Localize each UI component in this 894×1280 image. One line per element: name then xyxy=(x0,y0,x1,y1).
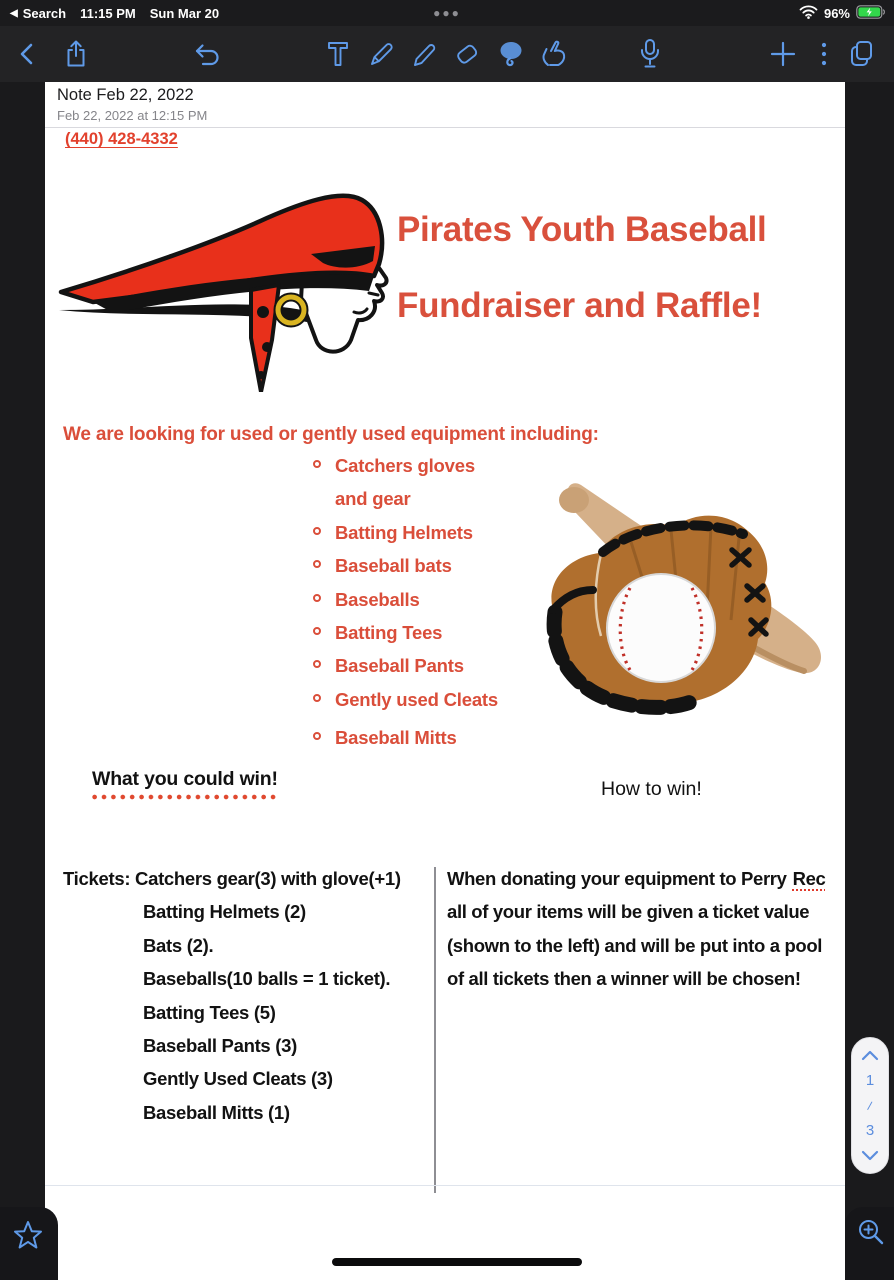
tap-tool-button[interactable] xyxy=(538,39,568,69)
undo-icon xyxy=(192,42,222,66)
list-item: Batting Tees xyxy=(310,622,498,655)
pencil-tool-button[interactable] xyxy=(368,40,396,68)
circle-bullet-icon xyxy=(313,660,321,668)
share-button[interactable] xyxy=(63,39,89,69)
eraser-icon xyxy=(452,40,482,68)
equipment-list xyxy=(310,455,498,761)
ticket-values-list xyxy=(63,868,401,1135)
multitasking-dots-icon[interactable]: ●●● xyxy=(433,6,461,20)
page-divider: / xyxy=(866,1098,874,1113)
microphone-icon xyxy=(637,38,663,70)
battery-charging-icon xyxy=(856,5,886,22)
toolbar xyxy=(0,26,894,82)
current-page-number: 1 xyxy=(865,1072,875,1090)
list-item: Gently used Cleats xyxy=(310,689,498,722)
add-button[interactable] xyxy=(769,40,797,68)
circle-bullet-icon xyxy=(313,732,321,740)
list-item: and gear xyxy=(335,488,411,510)
wifi-icon xyxy=(799,5,818,22)
paragraph-line: all of your items will be given a ticket value xyxy=(447,901,810,923)
list-item: Batting Helmets xyxy=(310,522,498,555)
list-item: Catchers gloves xyxy=(310,455,498,488)
favorites-toolbar-tab[interactable] xyxy=(0,1207,58,1280)
ticket-line: Bats (2). xyxy=(143,934,214,956)
pages-icon xyxy=(848,39,876,69)
circle-bullet-icon xyxy=(313,627,321,635)
note-title: Note Feb 22, 2022 xyxy=(57,86,194,104)
star-icon xyxy=(12,1219,44,1251)
flyer-title-line2: Fundraiser and Raffle! xyxy=(397,286,762,325)
lasso-icon xyxy=(496,39,526,69)
ticket-line: Baseball Pants (3) xyxy=(143,1034,297,1056)
glove-ball-bat-clipart xyxy=(513,460,845,716)
how-to-win-paragraph xyxy=(447,868,847,1002)
list-item: Baseball bats xyxy=(310,555,498,588)
list-item: Baseball Pants xyxy=(310,655,498,688)
page-up-button[interactable] xyxy=(861,1050,879,1061)
share-icon xyxy=(63,39,89,69)
list-item: Baseballs xyxy=(310,589,498,622)
ticket-line: Gently Used Cleats (3) xyxy=(143,1068,333,1090)
circle-bullet-icon xyxy=(313,527,321,535)
circle-bullet-icon xyxy=(313,560,321,568)
equipment-heading: We are looking for used or gently used equipment including: xyxy=(63,424,599,445)
ticket-line: Batting Helmets (2) xyxy=(143,901,306,923)
back-triangle-icon: ◀ xyxy=(10,7,18,19)
page-switcher-button[interactable] xyxy=(848,39,876,69)
back-button[interactable] xyxy=(16,42,38,66)
flyer-title-line1: Pirates Youth Baseball xyxy=(397,210,767,249)
circle-bullet-icon xyxy=(313,460,321,468)
back-to-search-button[interactable] xyxy=(10,6,66,21)
circle-bullet-icon xyxy=(313,694,321,702)
column-divider xyxy=(434,867,436,1193)
clock: 11:15 PM xyxy=(80,5,136,21)
text-tool-button[interactable] xyxy=(325,40,351,68)
phone-number-link[interactable]: (440) 428-4332 xyxy=(65,130,178,148)
highlighter-tool-button[interactable] xyxy=(411,40,439,68)
paragraph-line: of all tickets then a winner will be chosen! xyxy=(447,968,801,990)
home-indicator[interactable] xyxy=(332,1258,582,1266)
total-page-number: 3 xyxy=(865,1121,875,1139)
pointing-hand-icon xyxy=(538,39,568,69)
header-divider xyxy=(45,127,845,128)
text-tool-icon xyxy=(325,40,351,68)
record-audio-button[interactable] xyxy=(637,38,663,70)
what-you-could-win-heading: What you could win! xyxy=(92,768,278,790)
page-down-button[interactable] xyxy=(861,1150,879,1161)
ticket-line: Batting Tees (5) xyxy=(143,1001,276,1023)
eraser-tool-button[interactable] xyxy=(452,40,482,68)
back-to-search-label: Search xyxy=(22,5,67,21)
date: Sun Mar 20 xyxy=(149,5,220,21)
battery-percent: 96% xyxy=(823,5,850,21)
highlighter-icon xyxy=(411,40,439,68)
page-break-line xyxy=(45,1185,845,1186)
page-navigator[interactable] xyxy=(851,1037,889,1174)
note-timestamp: Feb 22, 2022 at 12:15 PM xyxy=(57,108,208,123)
ticket-line: Baseballs(10 balls = 1 ticket). xyxy=(143,968,391,990)
red-dotted-underline xyxy=(92,794,278,800)
ticket-line: Baseball Mitts (1) xyxy=(143,1101,290,1123)
undo-button[interactable] xyxy=(192,42,222,66)
spellcheck-word: Rec xyxy=(792,868,826,889)
more-options-button[interactable] xyxy=(820,40,828,68)
paragraph-line: When donating your equipment to Perry Rec xyxy=(447,868,826,889)
pencil-icon xyxy=(368,40,396,68)
how-to-win-heading: How to win! xyxy=(601,778,702,800)
plus-icon xyxy=(769,40,797,68)
paragraph-line: (shown to the left) and will be put into a pool xyxy=(447,934,823,956)
zoom-tool-tab[interactable] xyxy=(845,1207,894,1280)
status-bar xyxy=(0,0,894,26)
ticket-line: Tickets: Catchers gear(3) with glove(+1) xyxy=(63,868,401,889)
lasso-tool-button[interactable] xyxy=(496,39,526,69)
list-item: Baseball Mitts xyxy=(310,727,498,760)
vertical-ellipsis-icon xyxy=(820,40,828,68)
pirate-logo xyxy=(55,162,395,392)
circle-bullet-icon xyxy=(313,594,321,602)
magnifier-plus-icon xyxy=(856,1217,886,1247)
